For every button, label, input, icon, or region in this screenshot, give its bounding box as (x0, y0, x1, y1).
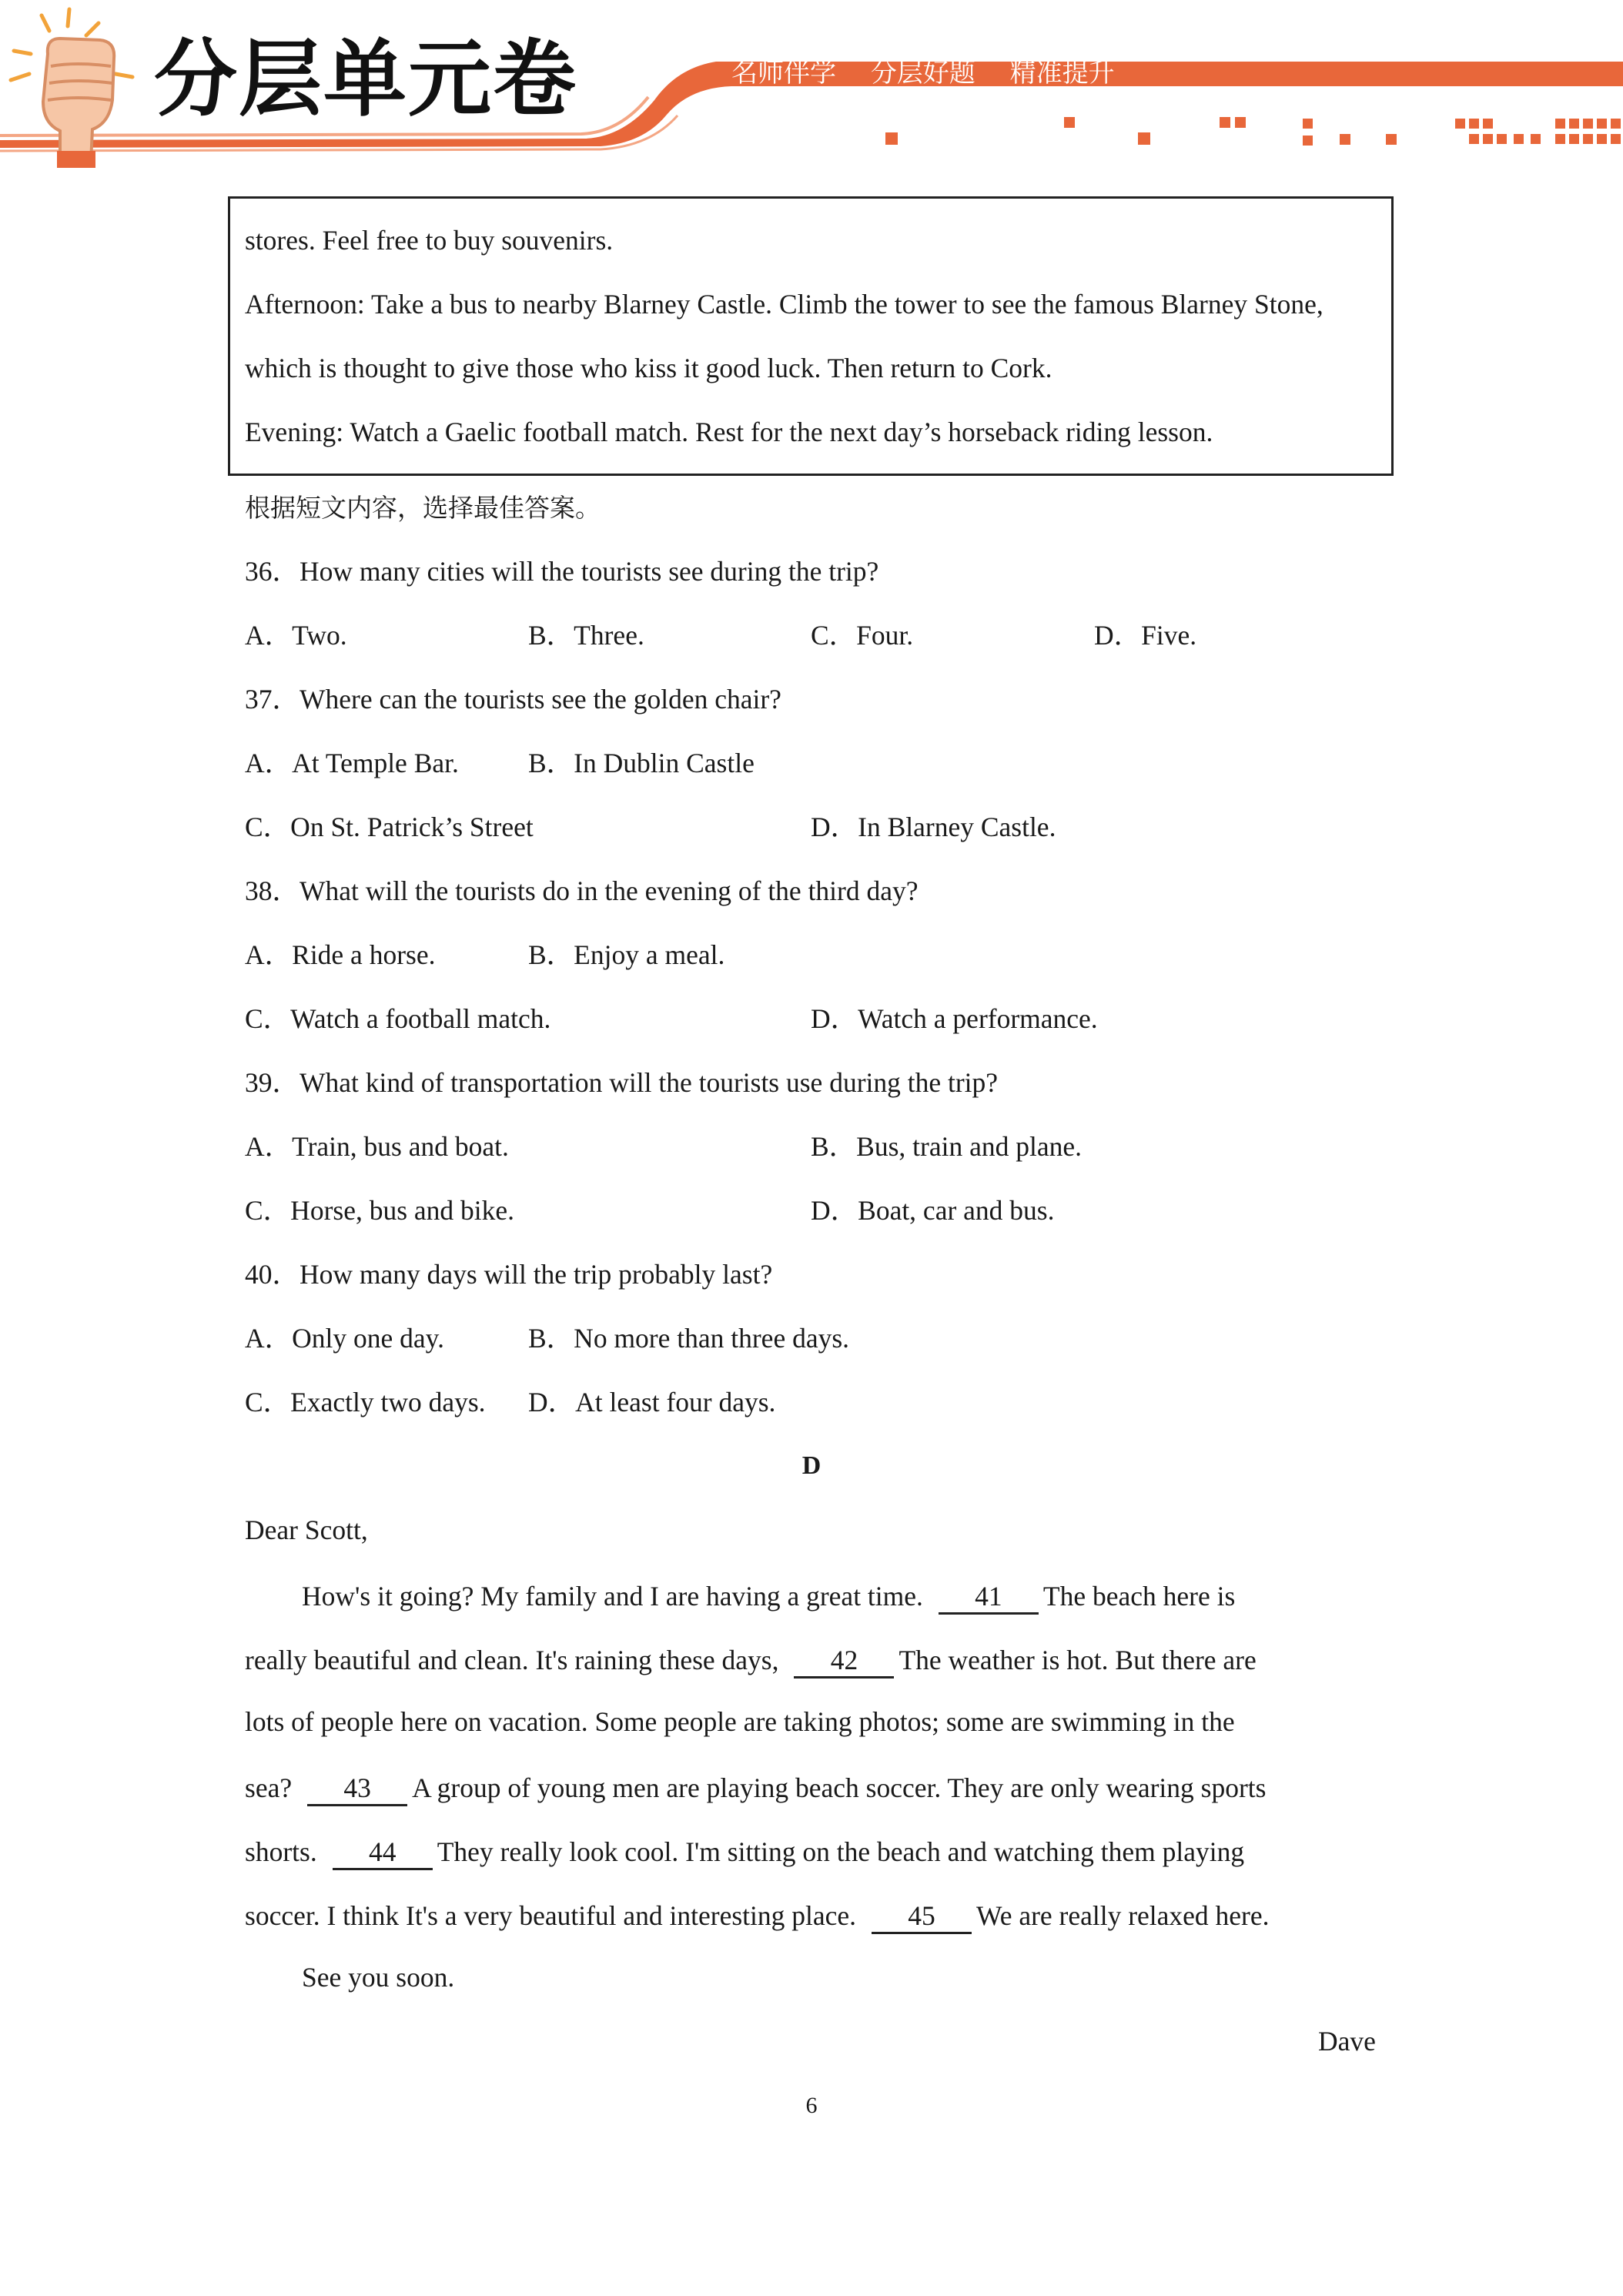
option: C．On St. Patrick’s Street (245, 812, 534, 842)
option: B．In Dublin Castle (528, 748, 755, 778)
option: B．Enjoy a meal. (528, 939, 725, 970)
letter-line: really beautiful and clean. It's raining these days, 42 The weather is hot. But there are (245, 1645, 1257, 1678)
option: A．Two. (245, 620, 347, 651)
signature: Dave (1318, 2026, 1376, 2057)
option: D．In Blarney Castle. (811, 812, 1056, 842)
letter-line: How's it going? My family and I are having a great time. 41 The beach here is (302, 1581, 1235, 1615)
blank-44: 44 (333, 1836, 433, 1870)
header-title: 分层单元卷 (154, 32, 578, 128)
question-stem: 37．Where can the tourists see the golden chair? (245, 684, 781, 715)
letter-line: shorts. 44 They really look cool. I'm sitting on the beach and watching them playing (245, 1836, 1244, 1870)
question-stem: 39．What kind of transportation will the tourists use during the trip? (245, 1067, 999, 1098)
box-line: Evening: Watch a Gaelic football match. Rest for the next day’s horseback riding lesson. (245, 417, 1213, 447)
closing: See you soon. (302, 1962, 455, 1993)
tagline-item: 名师伴学 (731, 58, 836, 89)
option: D．Five. (1094, 620, 1197, 651)
instruction: 根据短文内容，选择最佳答案。 (245, 493, 601, 523)
option: C．Horse, bus and bike. (245, 1195, 515, 1226)
tagline-item: 分层好题 (870, 58, 975, 89)
section-heading: D (801, 1451, 822, 1480)
option: B．Three. (528, 620, 644, 651)
box-line: Afternoon: Take a bus to nearby Blarney Castle. Climb the tower to see the famous Blarney Stone, (245, 289, 1323, 320)
option: C．Exactly two days. (245, 1387, 486, 1417)
blank-43: 43 (307, 1772, 407, 1806)
question-stem: 36．How many cities will the tourists see during the trip? (245, 556, 879, 587)
option: A．Only one day. (245, 1323, 444, 1354)
box-line: which is thought to give those who kiss it good luck. Then return to Cork. (245, 353, 1052, 383)
option: D．Boat, car and bus. (811, 1195, 1055, 1226)
letter-line: lots of people here on vacation. Some people are taking photos; some are swimming in the (245, 1706, 1235, 1737)
option: D．Watch a performance. (811, 1003, 1098, 1034)
question-stem: 38．What will the tourists do in the evening of the third day? (245, 875, 919, 906)
page-number: 6 (805, 2093, 818, 2118)
option: A．At Temple Bar. (245, 748, 459, 778)
box-line: stores. Feel free to buy souvenirs. (245, 225, 614, 256)
option: A．Train, bus and boat. (245, 1131, 509, 1162)
option: A．Ride a horse. (245, 939, 436, 970)
letter-line: sea? 43 A group of young men are playing beach soccer. They are only wearing sports (245, 1772, 1266, 1806)
option: D．At least four days. (528, 1387, 776, 1417)
option: B．No more than three days. (528, 1323, 850, 1354)
letter-line: soccer. I think It's a very beautiful and interesting place. 45 We are really relaxed here. (245, 1900, 1270, 1934)
blank-45: 45 (872, 1900, 972, 1934)
question-stem: 40．How many days will the trip probably last? (245, 1259, 773, 1290)
option: C．Watch a football match. (245, 1003, 551, 1034)
blank-41: 41 (939, 1581, 1039, 1615)
option: C．Four. (811, 620, 914, 651)
salutation: Dear Scott, (245, 1514, 368, 1545)
option: B．Bus, train and plane. (811, 1131, 1082, 1162)
tagline-item: 精准提升 (1009, 58, 1115, 89)
blank-42: 42 (794, 1645, 894, 1678)
header-tagline (731, 58, 1141, 89)
